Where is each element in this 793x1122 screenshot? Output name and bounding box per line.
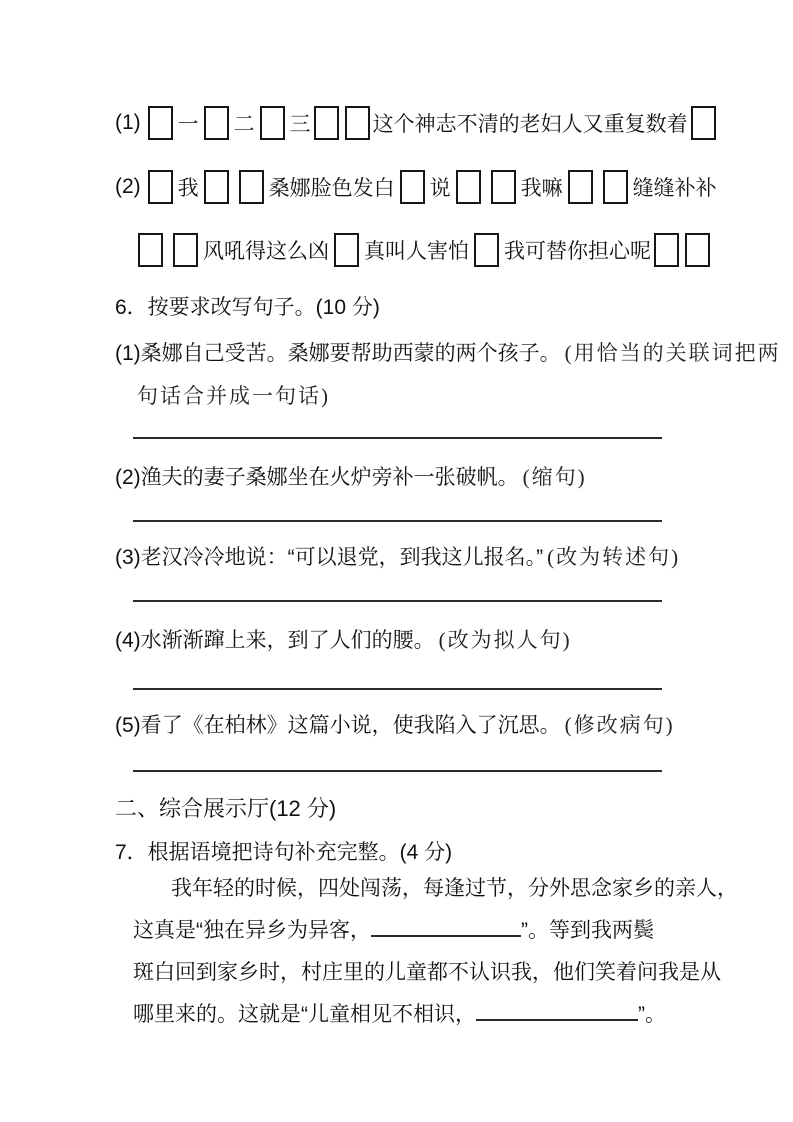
punctuation-box[interactable]: [491, 170, 516, 204]
answer-line-q6-2[interactable]: [133, 508, 662, 522]
punctuation-box[interactable]: [474, 233, 499, 267]
punctuation-box[interactable]: [204, 170, 229, 204]
sentence-text: 缝缝补补: [632, 177, 717, 200]
sentence-text: 渔夫的妻子桑娜坐在火炉旁补一张破帆。: [140, 466, 519, 489]
sentence-text: 桑娜自己受苦。桑娜要帮助西蒙的两个孩子。: [140, 342, 561, 365]
item-label: (3): [115, 546, 141, 569]
rewrite-hint: (改为拟人句): [438, 628, 572, 652]
paragraph-text: ”。: [638, 1003, 666, 1026]
punctuation-box[interactable]: [138, 233, 163, 267]
punctuation-box[interactable]: [568, 170, 593, 204]
q6-title: 6．按要求改写句子。(10 分): [115, 296, 380, 319]
sentence-text: 我可替你担心呢: [504, 240, 651, 263]
punctuation-box[interactable]: [260, 106, 285, 140]
q6-item-2: [115, 461, 587, 491]
punctuation-box[interactable]: [334, 233, 359, 267]
q6-item-1: [115, 337, 781, 367]
sentence-text: 我: [177, 177, 199, 200]
rewrite-hint: (修改病句): [564, 713, 675, 737]
punctuation-box[interactable]: [456, 170, 481, 204]
punctuation-box[interactable]: [148, 170, 173, 204]
paragraph-line: [133, 910, 738, 952]
punctuation-box[interactable]: [173, 233, 198, 267]
paragraph-line: 斑白回到家乡时，村庄里的儿童都不认识我，他们笑着问我是从: [133, 961, 721, 984]
punctuation-box[interactable]: [400, 170, 425, 204]
q7-title: 7．根据语境把诗句补充完整。(4 分): [115, 841, 453, 864]
q6-item-3: [115, 541, 680, 571]
answer-line-q6-4[interactable]: [133, 676, 662, 690]
punctuation-box[interactable]: [239, 170, 264, 204]
q5-item-2-continued: [133, 233, 713, 267]
rewrite-hint: (缩句): [522, 465, 587, 489]
answer-line-q6-5[interactable]: [133, 758, 662, 772]
answer-line-q6-1[interactable]: [133, 425, 662, 439]
item-label: (4): [115, 629, 141, 652]
numeral-text: 一: [177, 113, 199, 136]
rewrite-hint: (用恰当的关联词把两: [564, 341, 781, 365]
paragraph-text: ”。等到我两鬓: [521, 919, 654, 942]
item-label: (2): [115, 175, 141, 198]
q6-item-1-hint-continued: 句话合并成一句话): [137, 384, 330, 408]
section-2-title: 二、综合展示厅(12 分): [115, 796, 337, 821]
sentence-text: 看了《在柏林》这篇小说，使我陷入了沉思。: [140, 714, 561, 737]
paragraph-line: [133, 994, 738, 1036]
sentence-text: 老汉冷冷地说：“可以退党，到我这儿报名。”: [140, 546, 544, 569]
poem-blank-1[interactable]: [371, 917, 521, 937]
paragraph-text: 哪里来的。这就是“儿童相见不相识，: [133, 1003, 476, 1026]
sentence-text: 水渐渐蹿上来，到了人们的腰。: [140, 629, 435, 652]
item-label: (1): [115, 342, 141, 365]
sentence-text: 我嘛: [520, 177, 563, 200]
sentence-text: 这个神志不清的老妇人又重复数着: [372, 113, 688, 136]
q7-paragraph: [133, 868, 738, 1036]
punctuation-box[interactable]: [314, 106, 339, 140]
q5-item-2: [115, 170, 717, 204]
sentence-text: 风吼得这么凶: [203, 240, 329, 263]
punctuation-box[interactable]: [204, 106, 229, 140]
numeral-text: 二: [233, 113, 255, 136]
poem-blank-2[interactable]: [476, 1001, 638, 1021]
q6-item-4: [115, 624, 572, 654]
paragraph-line: 我年轻的时候，四处闯荡，每逢过节，分外思念家乡的亲人，: [171, 877, 738, 900]
rewrite-hint: (改为转述句): [547, 545, 681, 569]
sentence-text: 桑娜脸色发白: [268, 177, 395, 200]
item-label: (5): [115, 714, 141, 737]
item-label: (2): [115, 466, 141, 489]
sentence-text: 真叫人害怕: [364, 240, 469, 263]
numeral-text: 三: [289, 113, 311, 136]
punctuation-box[interactable]: [654, 233, 679, 267]
punctuation-box[interactable]: [603, 170, 628, 204]
sentence-text: 说: [429, 177, 451, 200]
paragraph-text: 这真是“独在异乡为异客，: [133, 919, 371, 942]
q5-item-1: [115, 106, 719, 140]
punctuation-box[interactable]: [685, 233, 710, 267]
punctuation-box[interactable]: [345, 106, 370, 140]
answer-line-q6-3[interactable]: [133, 588, 662, 602]
punctuation-box[interactable]: [148, 106, 173, 140]
q6-item-5: [115, 709, 675, 739]
punctuation-box[interactable]: [691, 106, 716, 140]
item-label: (1): [115, 111, 141, 134]
